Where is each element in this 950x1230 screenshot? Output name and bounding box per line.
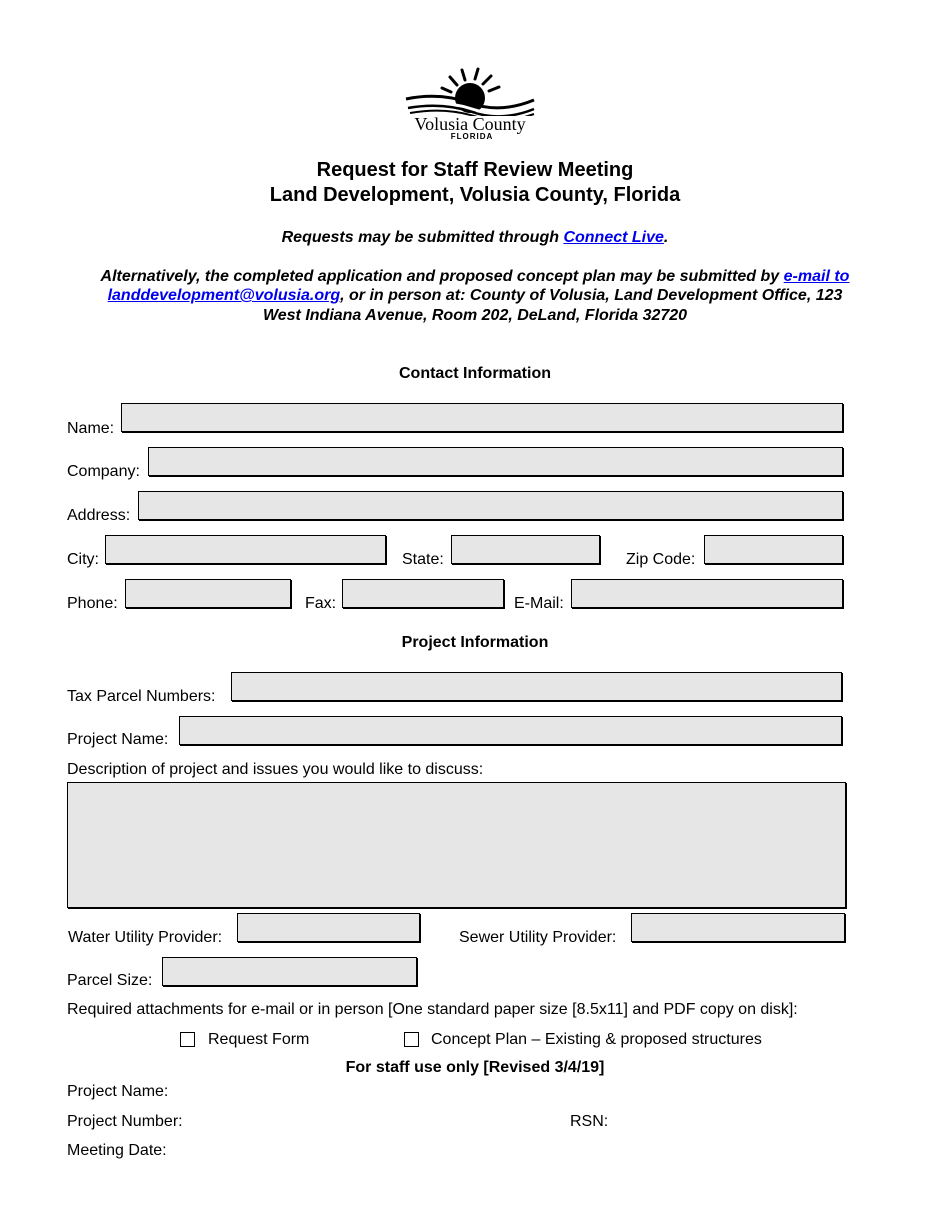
alt-note-line1 xyxy=(0,267,950,287)
water-input[interactable] xyxy=(237,913,420,942)
sewer-input[interactable] xyxy=(631,913,845,942)
description-textarea[interactable] xyxy=(67,782,846,908)
city-input[interactable] xyxy=(105,535,386,564)
staff-meeting-date-label: Meeting Date: xyxy=(67,1142,167,1159)
company-input[interactable] xyxy=(148,447,843,476)
request-form-label: Request Form xyxy=(208,1031,310,1048)
fax-input[interactable] xyxy=(342,579,504,608)
zip-label: Zip Code: xyxy=(626,551,696,568)
request-form-checkbox[interactable] xyxy=(180,1032,195,1047)
email-label: E-Mail: xyxy=(514,595,564,612)
attachments-label: Required attachments for e-mail or in person [One standard paper size [8.5x11] and PDF copy on disk]: xyxy=(67,1001,798,1018)
submit-note-prefix: Requests may be submitted through xyxy=(281,229,564,246)
connect-live-link[interactable]: Connect Live xyxy=(563,229,664,246)
phone-input[interactable] xyxy=(125,579,291,608)
phone-label: Phone: xyxy=(67,595,118,612)
page-title-line2: Land Development, Volusia County, Florida xyxy=(269,184,681,206)
volusia-county-logo xyxy=(400,66,540,142)
state-input[interactable] xyxy=(451,535,600,564)
page-title-line1: Request for Staff Review Meeting xyxy=(316,159,634,181)
email-input[interactable] xyxy=(571,579,843,608)
staff-rsn-label: RSN: xyxy=(570,1113,609,1130)
contact-heading: Contact Information xyxy=(399,365,551,382)
address-input[interactable] xyxy=(138,491,843,520)
state-label: State: xyxy=(402,551,444,568)
concept-plan-label: Concept Plan – Existing & proposed structures xyxy=(431,1031,762,1048)
project-heading: Project Information xyxy=(401,634,549,651)
alt-note-text2: , or in person at: County of Volusia, Land Development Office, 123 xyxy=(340,287,843,304)
address-label: Address: xyxy=(67,507,131,524)
name-label: Name: xyxy=(67,420,115,437)
email-link-part1[interactable]: e-mail to xyxy=(783,268,850,285)
city-label: City: xyxy=(67,551,99,568)
submit-note xyxy=(0,228,950,248)
parcel-size-label: Parcel Size: xyxy=(67,972,153,989)
staff-heading: For staff use only [Revised 3/4/19] xyxy=(345,1059,605,1076)
parcel-numbers-label: Tax Parcel Numbers: xyxy=(67,688,216,705)
zip-input[interactable] xyxy=(704,535,843,564)
alt-note-text1: Alternatively, the completed application and proposed concept plan may be submitted by xyxy=(100,268,784,285)
parcel-numbers-input[interactable] xyxy=(231,672,842,701)
description-label: Description of project and issues you would like to discuss: xyxy=(67,761,484,778)
project-name-input[interactable] xyxy=(179,716,842,745)
sewer-label: Sewer Utility Provider: xyxy=(459,929,617,946)
concept-plan-checkbox[interactable] xyxy=(404,1032,419,1047)
name-input[interactable] xyxy=(121,403,843,432)
fax-label: Fax: xyxy=(305,595,337,612)
email-link-address[interactable]: landdevelopment@volusia.org xyxy=(107,287,341,304)
parcel-size-input[interactable] xyxy=(162,957,417,986)
submit-note-suffix: . xyxy=(663,229,669,246)
project-name-label: Project Name: xyxy=(67,731,169,748)
alt-note-line3: West Indiana Avenue, Room 202, DeLand, Florida 32720 xyxy=(262,307,688,324)
sun-waves-icon xyxy=(400,66,540,116)
logo-state: FLORIDA xyxy=(450,132,494,141)
company-label: Company: xyxy=(67,463,140,480)
alt-note-line2 xyxy=(0,286,950,306)
staff-project-number-label: Project Number: xyxy=(67,1113,183,1130)
water-label: Water Utility Provider: xyxy=(68,929,223,946)
staff-project-name-label: Project Name: xyxy=(67,1083,169,1100)
logo-name: Volusia County xyxy=(414,114,526,134)
